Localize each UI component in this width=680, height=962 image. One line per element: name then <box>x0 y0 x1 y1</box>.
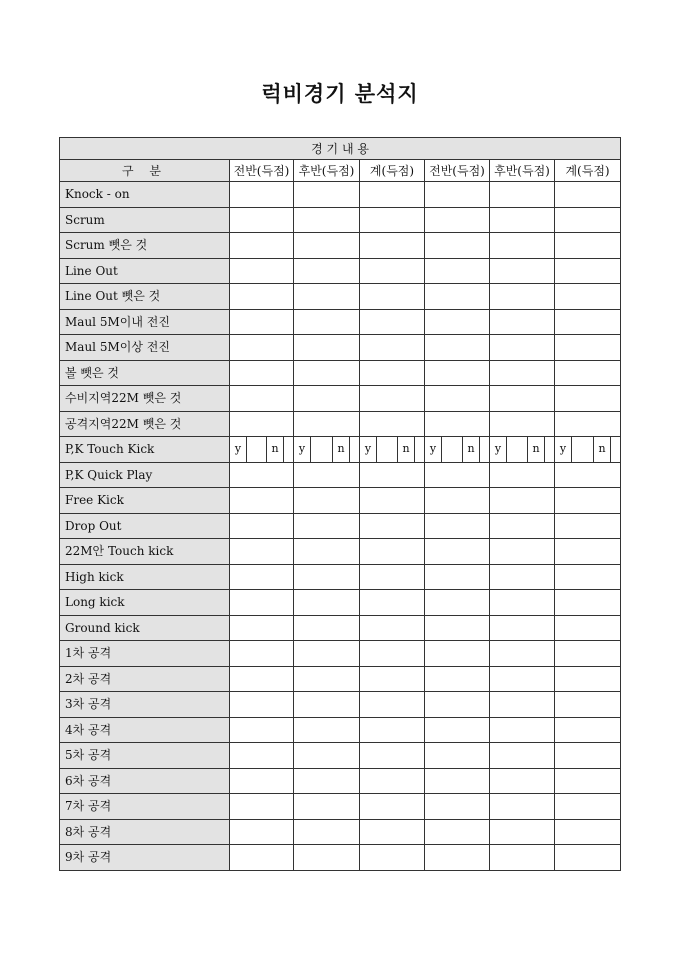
entry-cell[interactable] <box>425 207 490 233</box>
entry-cell[interactable] <box>294 462 360 488</box>
entry-cell[interactable] <box>230 641 294 667</box>
entry-cell[interactable] <box>230 539 294 565</box>
entry-cell[interactable] <box>490 615 555 641</box>
entry-cell[interactable] <box>230 360 294 386</box>
entry-cell[interactable] <box>425 360 490 386</box>
no-blank <box>414 437 424 462</box>
entry-cell[interactable] <box>555 335 621 361</box>
entry-cell[interactable] <box>294 386 360 412</box>
entry-cell[interactable] <box>230 794 294 820</box>
entry-cell[interactable] <box>555 462 621 488</box>
entry-cell[interactable] <box>490 360 555 386</box>
entry-cell[interactable] <box>490 768 555 794</box>
column-header: 후반(득점) <box>294 160 360 182</box>
entry-cell[interactable] <box>425 743 490 769</box>
entry-cell[interactable] <box>360 641 425 667</box>
entry-cell[interactable] <box>555 564 621 590</box>
entry-cell[interactable] <box>425 564 490 590</box>
yes-label: y <box>425 437 442 462</box>
row-label: 5차 공격 <box>60 743 230 769</box>
row-label: 8차 공격 <box>60 819 230 845</box>
entry-cell[interactable] <box>555 819 621 845</box>
entry-cell[interactable] <box>294 258 360 284</box>
no-blank <box>349 437 359 462</box>
no-blank <box>610 437 620 462</box>
entry-cell[interactable] <box>490 743 555 769</box>
entry-cell[interactable] <box>425 794 490 820</box>
entry-cell[interactable] <box>294 335 360 361</box>
entry-cell[interactable] <box>425 513 490 539</box>
table-row <box>60 564 621 590</box>
table-row <box>60 386 621 412</box>
entry-cell[interactable] <box>230 462 294 488</box>
entry-cell[interactable] <box>555 360 621 386</box>
row-label: 공격지역22M 뺏은 것 <box>60 411 230 437</box>
entry-cell[interactable] <box>555 590 621 616</box>
entry-cell[interactable] <box>294 360 360 386</box>
entry-cell[interactable] <box>425 768 490 794</box>
entry-cell[interactable] <box>360 207 425 233</box>
entry-cell[interactable] <box>555 794 621 820</box>
column-header-row <box>60 160 621 182</box>
entry-cell[interactable] <box>294 411 360 437</box>
row-label: P,K Touch Kick <box>60 437 230 463</box>
table-row <box>60 819 621 845</box>
entry-cell[interactable] <box>425 233 490 259</box>
entry-cell[interactable] <box>294 641 360 667</box>
table-row <box>60 717 621 743</box>
entry-cell[interactable] <box>490 207 555 233</box>
table-row <box>60 462 621 488</box>
entry-cell[interactable] <box>425 309 490 335</box>
entry-cell[interactable] <box>360 309 425 335</box>
row-label: 1차 공격 <box>60 641 230 667</box>
entry-cell[interactable] <box>360 845 425 871</box>
section-header-row <box>60 138 621 160</box>
no-label: n <box>397 437 414 462</box>
entry-cell[interactable] <box>294 309 360 335</box>
entry-cell[interactable] <box>425 386 490 412</box>
entry-cell[interactable] <box>360 539 425 565</box>
entry-cell[interactable] <box>490 564 555 590</box>
yes-label: y <box>230 437 247 462</box>
entry-cell[interactable] <box>294 794 360 820</box>
no-blank <box>479 437 489 462</box>
entry-cell[interactable] <box>555 845 621 871</box>
entry-cell[interactable] <box>490 488 555 514</box>
entry-cell[interactable] <box>425 488 490 514</box>
column-header: 전반(득점) <box>230 160 294 182</box>
no-label: n <box>462 437 479 462</box>
column-header: 후반(득점) <box>490 160 555 182</box>
entry-cell[interactable] <box>555 386 621 412</box>
no-blank <box>283 437 293 462</box>
entry-cell[interactable] <box>555 233 621 259</box>
entry-cell[interactable] <box>294 717 360 743</box>
entry-cell[interactable] <box>230 335 294 361</box>
row-label: 4차 공격 <box>60 717 230 743</box>
entry-cell[interactable] <box>294 819 360 845</box>
entry-cell[interactable] <box>555 692 621 718</box>
entry-cell[interactable] <box>294 692 360 718</box>
entry-cell[interactable] <box>360 182 425 208</box>
entry-cell[interactable] <box>230 615 294 641</box>
entry-cell[interactable] <box>555 743 621 769</box>
entry-cell[interactable] <box>490 692 555 718</box>
entry-cell[interactable] <box>230 666 294 692</box>
entry-cell[interactable] <box>230 309 294 335</box>
yn-cell[interactable] <box>490 437 555 463</box>
entry-cell[interactable] <box>230 284 294 310</box>
entry-cell[interactable] <box>230 692 294 718</box>
entry-cell[interactable] <box>490 411 555 437</box>
entry-cell[interactable] <box>555 539 621 565</box>
row-label: 수비지역22M 뺏은 것 <box>60 386 230 412</box>
entry-cell[interactable] <box>230 258 294 284</box>
entry-cell[interactable] <box>490 666 555 692</box>
entry-cell[interactable] <box>360 743 425 769</box>
entry-cell[interactable] <box>490 539 555 565</box>
entry-cell[interactable] <box>490 335 555 361</box>
entry-cell[interactable] <box>490 233 555 259</box>
entry-cell[interactable] <box>490 513 555 539</box>
entry-cell[interactable] <box>294 284 360 310</box>
entry-cell[interactable] <box>555 411 621 437</box>
entry-cell[interactable] <box>490 641 555 667</box>
yes-blank <box>247 437 266 462</box>
entry-cell[interactable] <box>425 641 490 667</box>
entry-cell[interactable] <box>425 462 490 488</box>
entry-cell[interactable] <box>555 488 621 514</box>
entry-cell[interactable] <box>425 539 490 565</box>
entry-cell[interactable] <box>294 845 360 871</box>
yes-blank <box>442 437 462 462</box>
entry-cell[interactable] <box>555 258 621 284</box>
entry-cell[interactable] <box>294 539 360 565</box>
yn-cell[interactable] <box>555 437 621 463</box>
entry-cell[interactable] <box>425 182 490 208</box>
entry-cell[interactable] <box>230 513 294 539</box>
entry-cell[interactable] <box>490 182 555 208</box>
entry-cell[interactable] <box>360 488 425 514</box>
entry-cell[interactable] <box>360 768 425 794</box>
yes-blank <box>572 437 593 462</box>
document-title: 럭비경기 분석지 <box>261 81 419 106</box>
no-label: n <box>266 437 283 462</box>
column-header: 전반(득점) <box>425 160 490 182</box>
entry-cell[interactable] <box>360 819 425 845</box>
table-row <box>60 360 621 386</box>
entry-cell[interactable] <box>360 233 425 259</box>
entry-cell[interactable] <box>294 590 360 616</box>
row-label: 볼 뺏은 것 <box>60 360 230 386</box>
entry-cell[interactable] <box>294 513 360 539</box>
table-row <box>60 258 621 284</box>
row-label: Ground kick <box>60 615 230 641</box>
no-label: n <box>527 437 544 462</box>
table-row <box>60 335 621 361</box>
entry-cell[interactable] <box>425 335 490 361</box>
entry-cell[interactable] <box>230 386 294 412</box>
yn-cell[interactable] <box>294 437 360 463</box>
entry-cell[interactable] <box>360 335 425 361</box>
row-label: Scrum 뺏은 것 <box>60 233 230 259</box>
entry-cell[interactable] <box>360 513 425 539</box>
row-label: P,K Quick Play <box>60 462 230 488</box>
row-label: 9차 공격 <box>60 845 230 871</box>
table-row <box>60 488 621 514</box>
entry-cell[interactable] <box>425 692 490 718</box>
table-row <box>60 207 621 233</box>
entry-cell[interactable] <box>490 462 555 488</box>
table-row <box>60 182 621 208</box>
row-label: Line Out <box>60 258 230 284</box>
entry-cell[interactable] <box>555 615 621 641</box>
entry-cell[interactable] <box>425 615 490 641</box>
entry-cell[interactable] <box>294 666 360 692</box>
entry-cell[interactable] <box>230 743 294 769</box>
row-label: Drop Out <box>60 513 230 539</box>
table-row <box>60 692 621 718</box>
no-label: n <box>593 437 610 462</box>
table-row <box>60 309 621 335</box>
entry-cell[interactable] <box>360 386 425 412</box>
entry-cell[interactable] <box>425 284 490 310</box>
table-row <box>60 768 621 794</box>
yes-label: y <box>360 437 377 462</box>
yes-blank <box>377 437 397 462</box>
entry-cell[interactable] <box>294 182 360 208</box>
yes-label: y <box>555 437 572 462</box>
entry-cell[interactable] <box>294 743 360 769</box>
entry-cell[interactable] <box>425 411 490 437</box>
entry-cell[interactable] <box>490 309 555 335</box>
entry-cell[interactable] <box>360 284 425 310</box>
entry-cell[interactable] <box>555 309 621 335</box>
entry-cell[interactable] <box>294 233 360 259</box>
entry-cell[interactable] <box>425 717 490 743</box>
entry-cell[interactable] <box>360 411 425 437</box>
entry-cell[interactable] <box>490 717 555 743</box>
entry-cell[interactable] <box>360 258 425 284</box>
table-row <box>60 666 621 692</box>
row-label: Maul 5M이상 전진 <box>60 335 230 361</box>
table-row <box>60 539 621 565</box>
entry-cell[interactable] <box>360 666 425 692</box>
entry-cell[interactable] <box>490 284 555 310</box>
entry-cell[interactable] <box>230 819 294 845</box>
entry-cell[interactable] <box>555 717 621 743</box>
entry-cell[interactable] <box>360 717 425 743</box>
row-label: Scrum <box>60 207 230 233</box>
entry-cell[interactable] <box>425 819 490 845</box>
entry-cell[interactable] <box>490 794 555 820</box>
entry-cell[interactable] <box>425 590 490 616</box>
entry-cell[interactable] <box>294 564 360 590</box>
entry-cell[interactable] <box>230 845 294 871</box>
category-header: 구 분 <box>60 160 230 182</box>
entry-cell[interactable] <box>360 462 425 488</box>
section-header: 경 기 내 용 <box>60 138 621 160</box>
entry-cell[interactable] <box>230 768 294 794</box>
entry-cell[interactable] <box>425 845 490 871</box>
entry-cell[interactable] <box>555 768 621 794</box>
table-row <box>60 615 621 641</box>
table-row <box>60 437 621 463</box>
entry-cell[interactable] <box>555 641 621 667</box>
yn-cell[interactable] <box>360 437 425 463</box>
entry-cell[interactable] <box>425 666 490 692</box>
yes-blank <box>311 437 332 462</box>
entry-cell[interactable] <box>230 411 294 437</box>
table-row <box>60 590 621 616</box>
entry-cell[interactable] <box>360 692 425 718</box>
table-row <box>60 794 621 820</box>
yes-blank <box>507 437 527 462</box>
entry-cell[interactable] <box>555 284 621 310</box>
table-row <box>60 411 621 437</box>
yn-cell[interactable] <box>425 437 490 463</box>
entry-cell[interactable] <box>230 233 294 259</box>
row-label: Line Out 뺏은 것 <box>60 284 230 310</box>
entry-cell[interactable] <box>555 207 621 233</box>
no-blank <box>544 437 554 462</box>
entry-cell[interactable] <box>360 615 425 641</box>
entry-cell[interactable] <box>360 564 425 590</box>
entry-cell[interactable] <box>230 207 294 233</box>
table-row <box>60 845 621 871</box>
entry-cell[interactable] <box>230 717 294 743</box>
table-row <box>60 641 621 667</box>
entry-cell[interactable] <box>230 488 294 514</box>
analysis-table <box>59 137 621 871</box>
row-label: 22M안 Touch kick <box>60 539 230 565</box>
entry-cell[interactable] <box>294 768 360 794</box>
entry-cell[interactable] <box>230 590 294 616</box>
yn-cell[interactable] <box>230 437 294 463</box>
row-label: 7차 공격 <box>60 794 230 820</box>
entry-cell[interactable] <box>230 564 294 590</box>
entry-cell[interactable] <box>294 615 360 641</box>
entry-cell[interactable] <box>230 182 294 208</box>
table-body <box>60 138 621 871</box>
entry-cell[interactable] <box>490 258 555 284</box>
row-label: 2차 공격 <box>60 666 230 692</box>
entry-cell[interactable] <box>294 488 360 514</box>
yes-label: y <box>490 437 507 462</box>
entry-cell[interactable] <box>490 845 555 871</box>
entry-cell[interactable] <box>490 590 555 616</box>
row-label: Long kick <box>60 590 230 616</box>
table-row <box>60 513 621 539</box>
row-label: 6차 공격 <box>60 768 230 794</box>
entry-cell[interactable] <box>360 360 425 386</box>
entry-cell[interactable] <box>294 207 360 233</box>
row-label: 3차 공격 <box>60 692 230 718</box>
no-label: n <box>332 437 349 462</box>
entry-cell[interactable] <box>490 819 555 845</box>
table-row <box>60 743 621 769</box>
column-header: 계(득점) <box>555 160 621 182</box>
row-label: Free Kick <box>60 488 230 514</box>
entry-cell[interactable] <box>425 258 490 284</box>
row-label: High kick <box>60 564 230 590</box>
entry-cell[interactable] <box>555 666 621 692</box>
column-header: 계(득점) <box>360 160 425 182</box>
entry-cell[interactable] <box>555 182 621 208</box>
table-row <box>60 284 621 310</box>
entry-cell[interactable] <box>360 590 425 616</box>
entry-cell[interactable] <box>555 513 621 539</box>
row-label: Knock - on <box>60 182 230 208</box>
row-label: Maul 5M이내 전진 <box>60 309 230 335</box>
table-row <box>60 233 621 259</box>
yes-label: y <box>294 437 311 462</box>
entry-cell[interactable] <box>490 386 555 412</box>
entry-cell[interactable] <box>360 794 425 820</box>
